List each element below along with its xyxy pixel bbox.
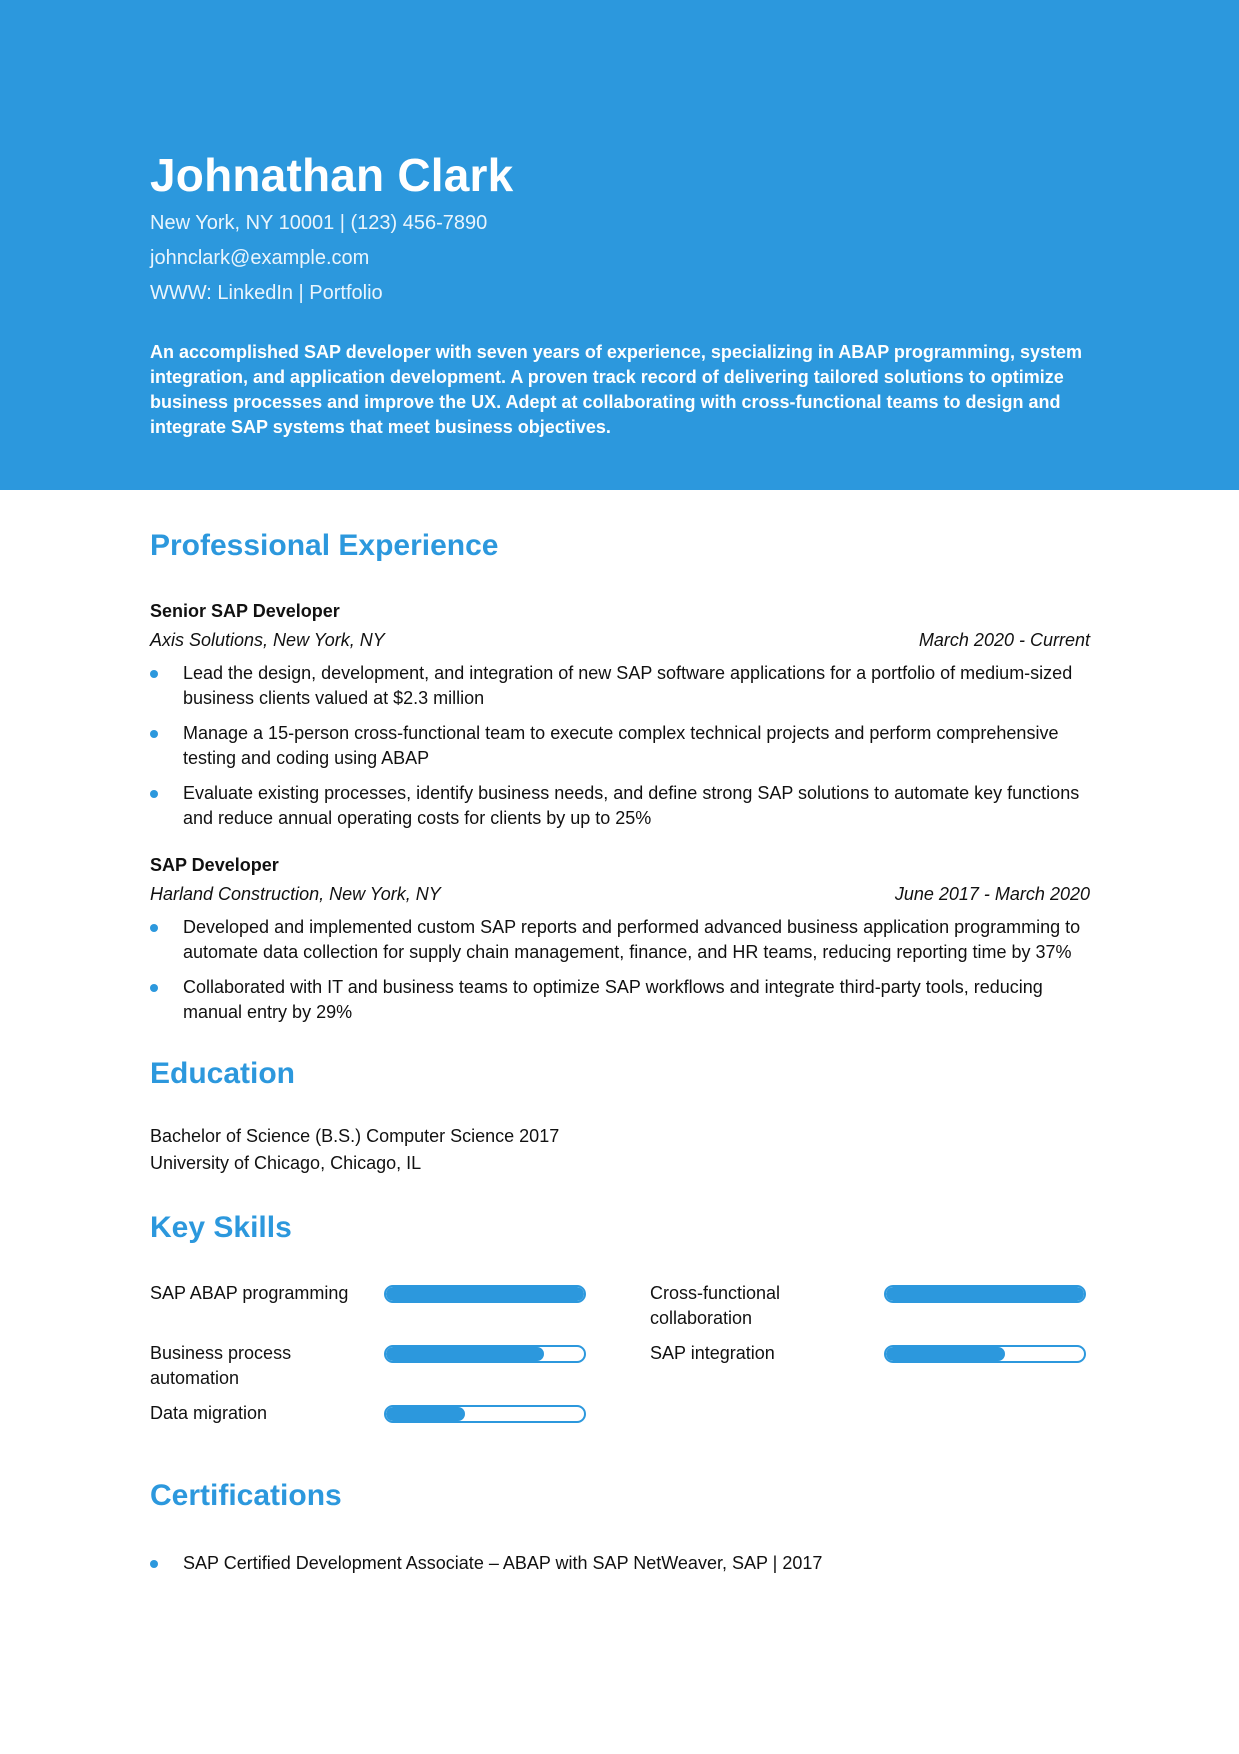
skill-bar-fill bbox=[386, 1407, 465, 1421]
skill-name: Data migration bbox=[150, 1403, 268, 1423]
job-bullet bbox=[150, 915, 1090, 965]
location-phone: New York, NY 10001 | (123) 456-7890 bbox=[150, 212, 488, 234]
email-link[interactable]: johnclark@example.com bbox=[150, 247, 370, 269]
education-section bbox=[150, 1053, 1090, 1177]
job-dates: March 2020 - Current bbox=[918, 630, 1090, 650]
certifications-section bbox=[150, 1475, 1090, 1576]
certification-list bbox=[150, 1551, 1090, 1576]
job-bullet-text: Lead the design, development, and integration of new SAP software applications for a portfolio of medium-sized business clients valued at $2.3 million bbox=[183, 663, 1073, 708]
header-banner bbox=[0, 0, 1239, 490]
job-meta bbox=[150, 628, 1090, 652]
resume-body bbox=[150, 525, 1090, 1576]
job-dates: June 2017 - March 2020 bbox=[894, 884, 1090, 904]
summary-text: An accomplished SAP developer with seven years of experience, specializing in ABAP programming, system integration, and application development. A proven track record of delivering tailored solutions to optimize business processes and improve the UX. Adept at collaborating with cross-functional teams to design and integrate SAP systems that meet business objectives. bbox=[150, 342, 1082, 437]
job-bullet bbox=[150, 781, 1090, 831]
job-bullet-text: Evaluate existing processes, identify business needs, and define strong SAP solutions to automate key functions and reduce annual operating costs for clients by up to 25% bbox=[183, 783, 1080, 828]
bullet-icon bbox=[150, 670, 158, 678]
education-school: University of Chicago, Chicago, IL bbox=[150, 1153, 422, 1173]
certification-text: SAP Certified Development Associate – ABAP with SAP NetWeaver, SAP | 2017 bbox=[183, 1553, 823, 1573]
job-bullet-text: Developed and implemented custom SAP reports and performed advanced business application programming to automate data collection for supply chain management, finance, and HR teams, reducing reporting time by 37% bbox=[183, 917, 1081, 962]
job-bullet bbox=[150, 721, 1090, 771]
skills-grid bbox=[150, 1281, 1090, 1441]
bullet-icon bbox=[150, 984, 158, 992]
web-links[interactable]: WWW: LinkedIn | Portfolio bbox=[150, 282, 383, 304]
certification-item bbox=[150, 1551, 1090, 1576]
job-bullet-text: Collaborated with IT and business teams to optimize SAP workflows and integrate third-party tools, reducing manual entry by 29% bbox=[183, 977, 1043, 1022]
header-content bbox=[150, 145, 1090, 440]
section-title-skills: Key Skills bbox=[150, 1211, 292, 1244]
job-company: Harland Construction, New York, NY bbox=[150, 884, 441, 904]
skill-bar bbox=[884, 1345, 1086, 1363]
job-bullet bbox=[150, 975, 1090, 1025]
section-title-experience: Professional Experience bbox=[150, 529, 499, 562]
education-details bbox=[150, 1123, 1090, 1177]
job-meta bbox=[150, 882, 1090, 906]
skills-section bbox=[150, 1207, 1090, 1441]
skill-bar-fill bbox=[886, 1347, 1005, 1361]
job-bullet-text: Manage a 15-person cross-functional team to execute complex technical projects and perform comprehensive testing and coding using ABAP bbox=[183, 723, 1059, 768]
education-degree: Bachelor of Science (B.S.) Computer Science 2017 bbox=[150, 1126, 560, 1146]
skill-bar bbox=[384, 1285, 586, 1303]
job-title: Senior SAP Developer bbox=[150, 601, 340, 621]
skill-bar bbox=[884, 1285, 1086, 1303]
job-title: SAP Developer bbox=[150, 855, 279, 875]
bullet-icon bbox=[150, 790, 158, 798]
job-bullets bbox=[150, 661, 1090, 831]
skill-bar bbox=[384, 1345, 586, 1363]
skill-name: Business process automation bbox=[150, 1343, 292, 1388]
job-bullet bbox=[150, 661, 1090, 711]
job-company: Axis Solutions, New York, NY bbox=[150, 630, 385, 650]
skill-bar-fill bbox=[886, 1287, 1084, 1301]
skill-name: Cross-functional collaboration bbox=[650, 1283, 781, 1328]
job-entry bbox=[150, 599, 1090, 831]
experience-section bbox=[150, 525, 1090, 1025]
job-entry bbox=[150, 853, 1090, 1025]
bullet-icon bbox=[150, 1560, 158, 1568]
section-title-certifications: Certifications bbox=[150, 1479, 342, 1512]
skill-bar-fill bbox=[386, 1287, 584, 1301]
bullet-icon bbox=[150, 924, 158, 932]
job-bullets bbox=[150, 915, 1090, 1025]
candidate-name: Johnathan Clark bbox=[150, 149, 514, 201]
section-title-education: Education bbox=[150, 1057, 296, 1090]
skill-bar-fill bbox=[386, 1347, 544, 1361]
skill-name: SAP ABAP programming bbox=[150, 1283, 349, 1303]
bullet-icon bbox=[150, 730, 158, 738]
skill-name: SAP integration bbox=[650, 1343, 775, 1363]
skill-bar bbox=[384, 1405, 586, 1423]
